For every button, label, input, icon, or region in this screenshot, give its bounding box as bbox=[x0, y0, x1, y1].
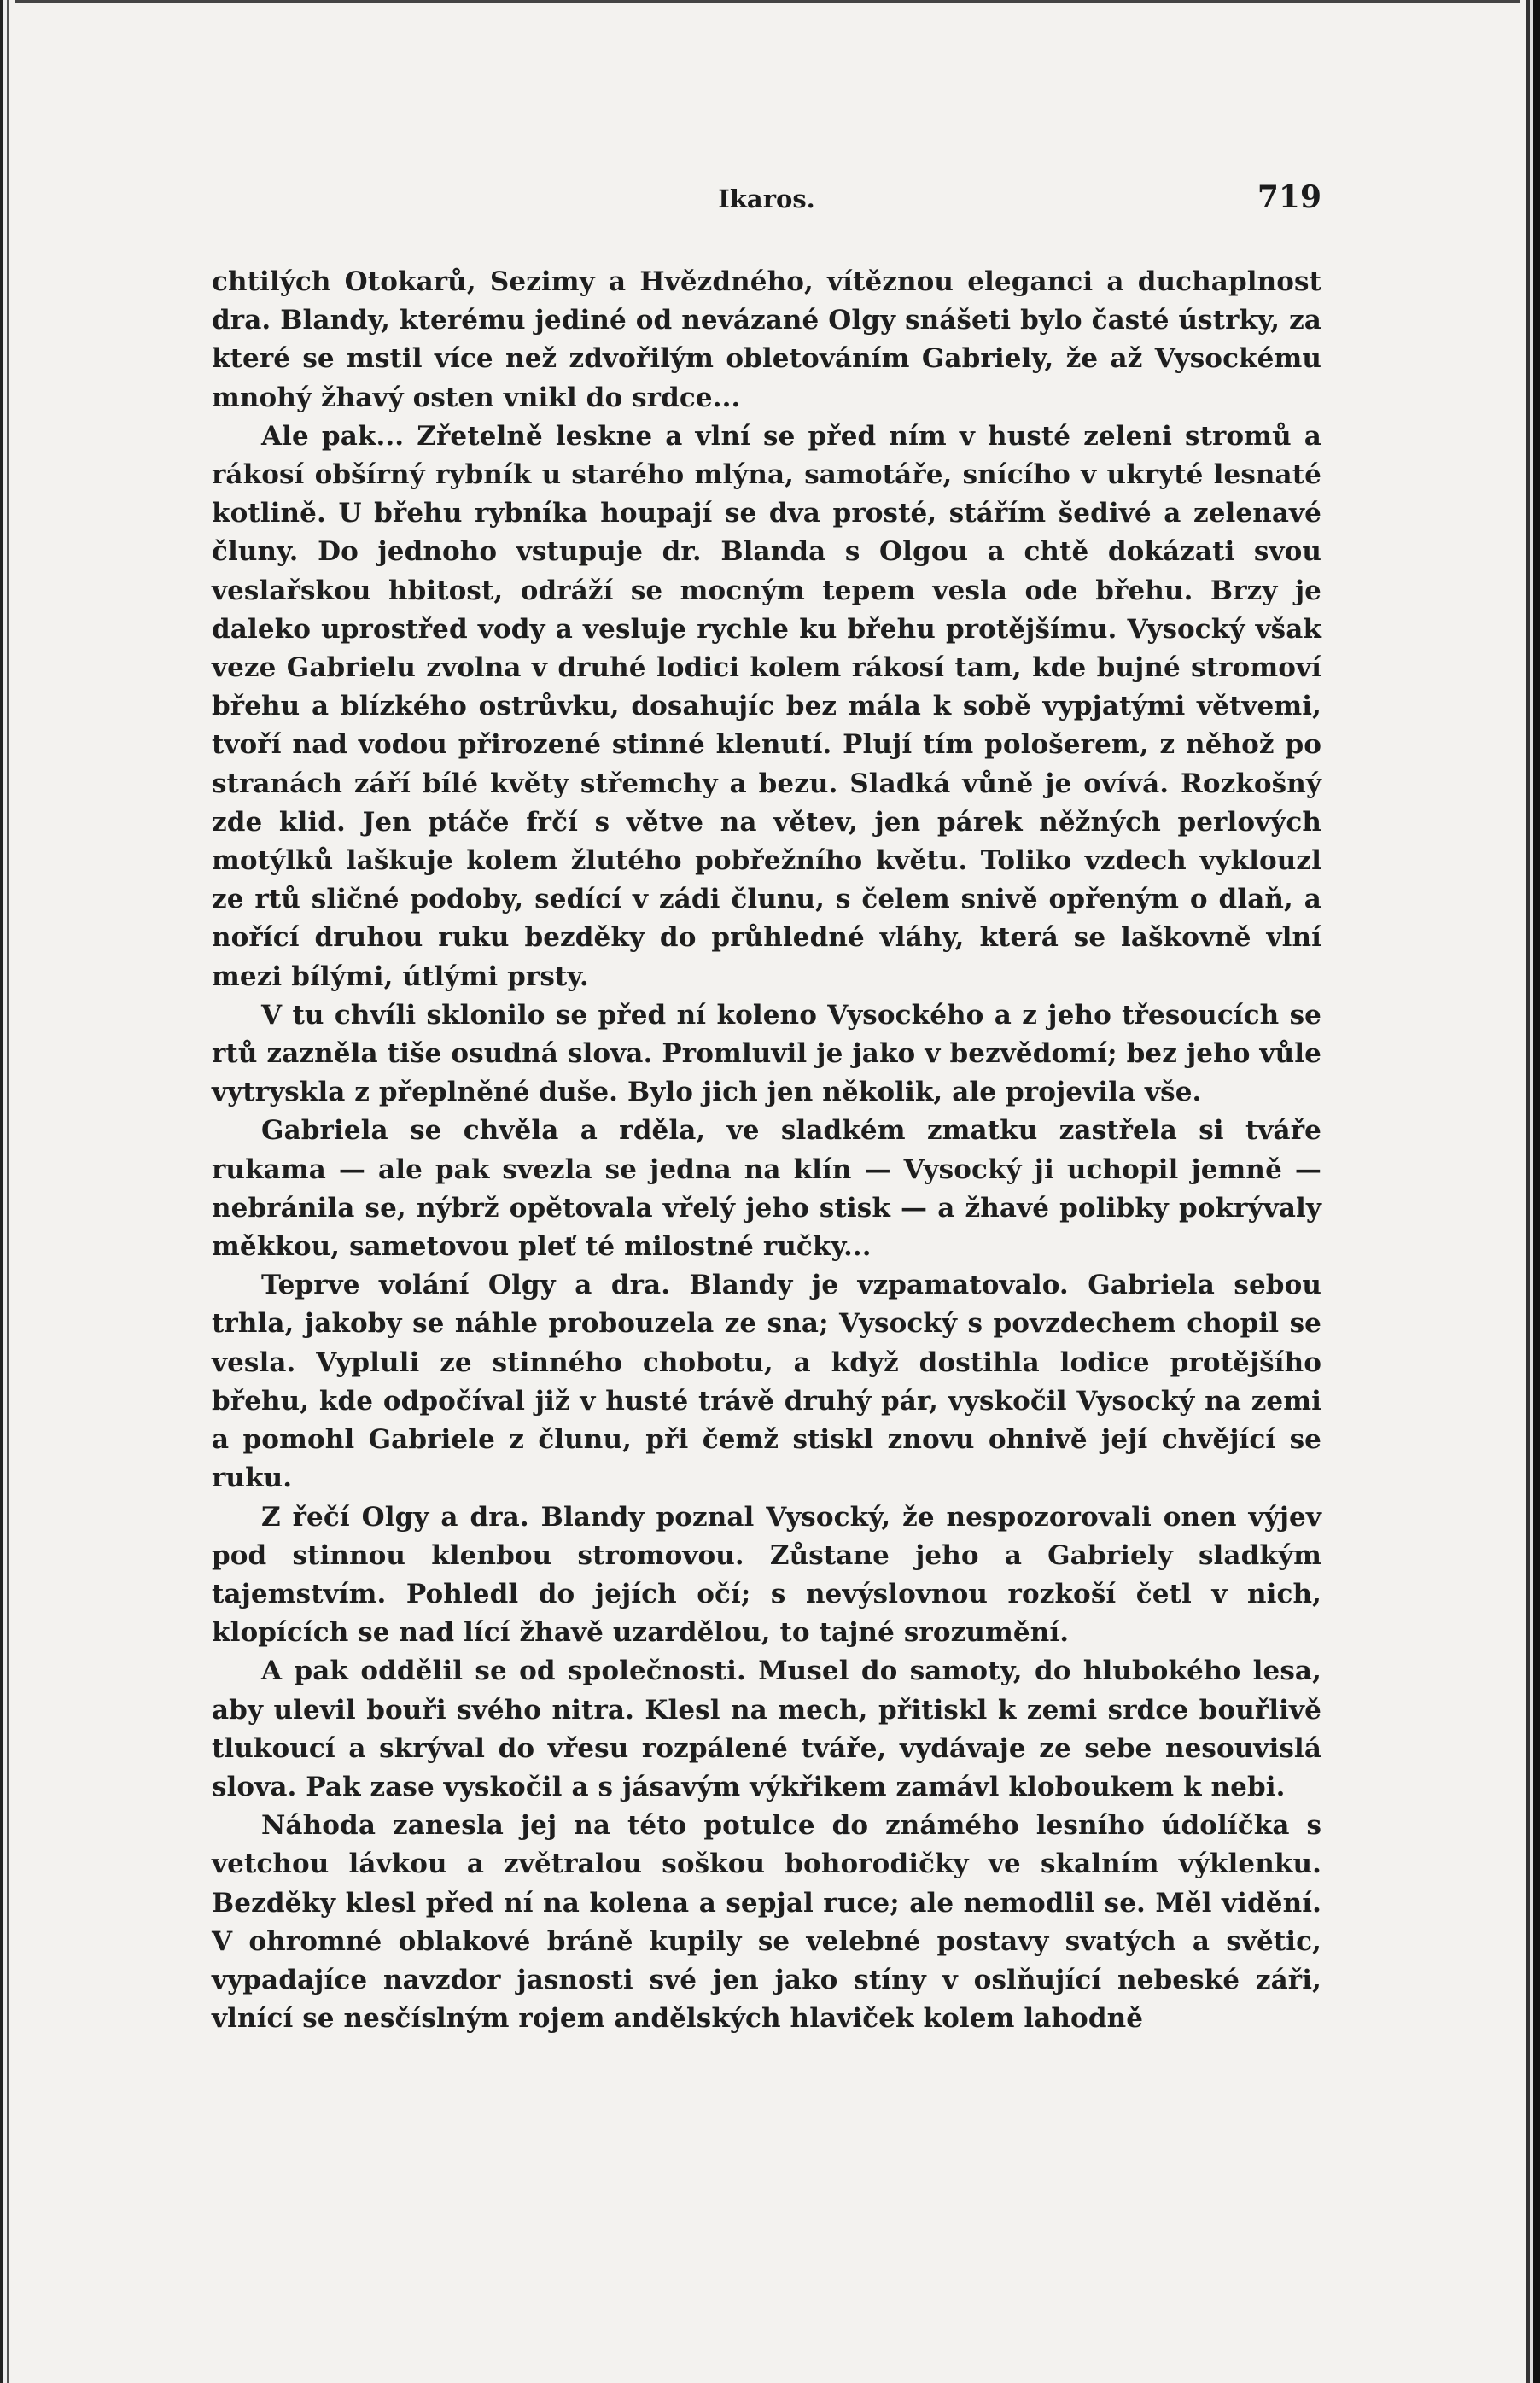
scan-top-edge bbox=[0, 0, 1540, 12]
paragraph: V tu chvíli sklonilo se před ní koleno Vysockého a z jeho třesoucích se rtů zazněla tiše osudná slova. Promluvil je jako v bezvědomí; bez jeho vůle vytryskla z přeplněné duše. Bylo jich jen několik, ale projevila vše. bbox=[212, 999, 1321, 1108]
paragraph: Teprve volání Olgy a dra. Blandy je vzpamatovalo. Gabriela sebou trhla, jakoby se náhle probouzela ze sna; Vysocký s povzdechem chopil se vesla. Vypluli ze stinného chobotu, a když dostihla lodice protějšího břehu, kde odpočíval již v husté trávě druhý pár, vyskočil Vysocký na zemi a pomohl Gabriele z člunu, při čemž stiskl znovu ohnivě její chvějící se ruku. bbox=[212, 1270, 1321, 1494]
paragraph: Gabriela se chvěla a rděla, ve sladkém zmatku zastřela si tváře rukama — ale pak svezla se jedna na klín — Vysocký ji uchopil jemně — nebránila se, nýbrž opětovala vřelý jeho stisk — a žhavé polibky pokrývaly měkkou, sametovou pleť té milostné ručky... bbox=[212, 1115, 1321, 1263]
paragraph: chtilých Otokarů, Sezimy a Hvězdného, vítěznou eleganci a duchaplnost dra. Blandy, kterému jediné od nevázané Olgy snášeti bylo časté ústrky, za které se mstil více než zdvořilým obletováním Gabriely, že až Vysockému mnohý žhavý osten vnikl do srdce... bbox=[212, 266, 1321, 413]
paragraph: A pak oddělil se od společnosti. Musel do samoty, do hlubokého lesa, aby ulevil bouři svého nitra. Klesl na mech, přitiskl k zemi srdce bouřlivě tlukoucí a skrýval do vřesu rozpálené tváře, vydávaje ze sebe nesouvislá slova. Pak zase vyskočil a s jásavým výkřikem zamávl kloboukem k nebi. bbox=[212, 1656, 1321, 1802]
body-text bbox=[212, 263, 1321, 2038]
paragraph: Ale pak... Zřetelně leskne a vlní se před ním v husté zeleni stromů a rákosí obšírný rybník u starého mlýna, samotáře, snícího v ukryté lesnaté kotlině. U břehu rybníka houpají se dva prosté, stářím šedivé a zelenavé čluny. Do jednoho vstupuje dr. Blanda s Olgou a chtě dokázati svou veslařskou hbitost, odráží se mocným tepem vesla ode břehu. Brzy je daleko uprostřed vody a vesluje rychle ku břehu protějšímu. Vysocký však veze Gabrielu zvolna v druhé lodici kolem rákosí tam, kde bujné stromoví břehu a blízkého ostrůvku, dosahujíc bez mála k sobě vypjatými větvemi, tvoří nad vodou přirozené stinné klenutí. Plují tím pološerem, z něhož po stranách září bílé květy střemchy a bezu. Sladká vůně je ovívá. Rozkošný zde klid. Jen ptáče frčí s větve na větev, jen párek něžných perlových motýlků laškuje kolem žlutého pobřežního květu. Toliko vzdech vyklouzl ze rtů sličné podoby, sedící v zádi člunu, s čelem snivě opřeným o dlaň, a nořící druhou ruku bezděky do průhledné vláhy, která se laškovně vlní mezi bílými, útlými prsty. bbox=[212, 420, 1321, 992]
page-number: 719 bbox=[1257, 179, 1321, 215]
paragraph: Z řečí Olgy a dra. Blandy poznal Vysocký, že nespozorovali onen výjev pod stinnou klenbou stromovou. Zůstane jeho a Gabriely sladkým tajemstvím. Pohledl do jejích očí; s nevýslovnou rozkoší četl v nich, klopících se nad lící žhavě uzardělou, to tajné srozumění. bbox=[212, 1501, 1321, 1649]
running-title: Ikaros. bbox=[718, 184, 815, 213]
paragraph: Náhoda zanesla jej na této potulce do známého lesního údolíčka s vetchou lávkou a zvětralou soškou bohorodičky ve skalním výklenku. Bezděky klesl před ní na kolena a sepjal ruce; ale nemodlil se. Měl vidění. V ohromné oblakové bráně kupily se velebné postavy svatých a světic, vypadajíce navzdor jasnosti své jen jako stíny v oslňující nebeské záři, vlnící se nesčíslným rojem andělských hlaviček kolem lahodně bbox=[212, 1810, 1321, 2035]
scan-left-edge bbox=[0, 0, 15, 2383]
scan-right-edge bbox=[1520, 0, 1540, 2383]
page-header bbox=[212, 179, 1321, 222]
